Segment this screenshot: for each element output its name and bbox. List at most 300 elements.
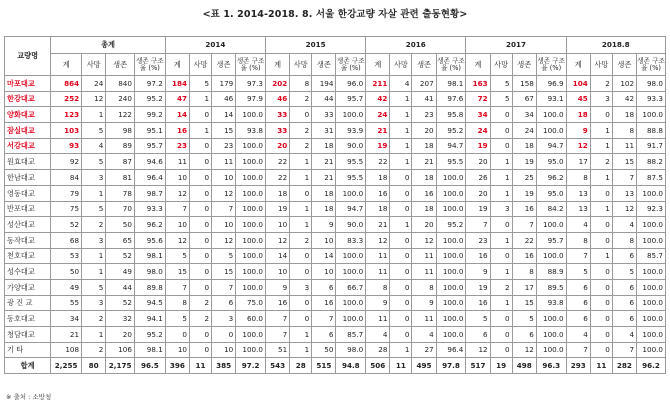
table-cell: 23 xyxy=(412,107,436,123)
bridge-name: 성수대교 xyxy=(5,264,51,280)
table-cell: 6 xyxy=(612,295,636,311)
table-cell: 12 xyxy=(366,232,390,248)
table-cell: 12 xyxy=(212,232,236,248)
table-cell: 78 xyxy=(106,185,135,201)
table-cell: 0 xyxy=(590,311,612,327)
table-cell: 23 xyxy=(165,138,189,154)
table-cell: 52 xyxy=(106,295,135,311)
table-cell: 98.7 xyxy=(134,185,165,201)
table-cell: 6 xyxy=(312,279,336,295)
table-cell: 100.0 xyxy=(336,107,366,123)
table-cell: 3 xyxy=(82,170,106,186)
table-cell: 194 xyxy=(312,76,336,92)
table-cell: 96.2 xyxy=(536,170,566,186)
table-cell: 11 xyxy=(412,248,436,264)
table-cell: 1 xyxy=(590,201,612,217)
table-cell: 1 xyxy=(290,154,312,170)
bridge-name: 양화대교 xyxy=(5,107,51,123)
table-cell: 95.0 xyxy=(536,154,566,170)
table-cell: 18 xyxy=(312,201,336,217)
sub-header: 생존 구조율 (%) xyxy=(336,54,366,76)
table-cell: 12 xyxy=(566,138,590,154)
table-cell: 33 xyxy=(265,123,289,139)
table-cell: 9 xyxy=(366,295,390,311)
sub-header: 사망 xyxy=(490,54,512,76)
table-row xyxy=(5,327,666,343)
table-cell: 282 xyxy=(612,358,636,374)
table-cell: 103 xyxy=(51,123,82,139)
bridge-name: 동작대교 xyxy=(5,232,51,248)
table-cell: 94.7 xyxy=(336,201,366,217)
table-cell: 0 xyxy=(390,201,412,217)
table-cell: 5 xyxy=(165,311,189,327)
table-cell: 7 xyxy=(212,279,236,295)
sub-header: 사망 xyxy=(390,54,412,76)
table-cell: 7 xyxy=(165,201,189,217)
table-cell: 90.0 xyxy=(336,138,366,154)
table-cell: 20 xyxy=(466,185,490,201)
table-cell: 6 xyxy=(612,311,636,327)
table-cell: 9 xyxy=(312,217,336,233)
table-cell: 96.2 xyxy=(637,358,666,374)
group-header-0: 총계 xyxy=(51,37,166,54)
table-cell: 67 xyxy=(512,91,536,107)
table-cell: 46 xyxy=(265,91,289,107)
table-cell: 1 xyxy=(82,327,106,343)
sub-header: 생존 구조율 (%) xyxy=(236,54,266,76)
table-cell: 93.8 xyxy=(536,295,566,311)
table-row xyxy=(5,279,666,295)
group-header-1: 2014 xyxy=(165,37,265,54)
table-cell: 5 xyxy=(212,248,236,264)
table-cell: 53 xyxy=(51,248,82,264)
table-cell: 97.2 xyxy=(236,358,266,374)
group-header-4: 2017 xyxy=(466,37,566,54)
table-cell: 47 xyxy=(165,91,189,107)
table-cell: 100.0 xyxy=(637,264,666,280)
table-cell: 8 xyxy=(512,264,536,280)
table-cell: 96.4 xyxy=(436,342,466,358)
table-cell: 34 xyxy=(51,311,82,327)
table-cell: 89.5 xyxy=(536,279,566,295)
table-cell: 13 xyxy=(566,185,590,201)
table-cell: 1 xyxy=(590,138,612,154)
table-cell: 100.0 xyxy=(637,185,666,201)
bridge-name: 성산대교 xyxy=(5,217,51,233)
table-row xyxy=(5,76,666,92)
table-cell: 65 xyxy=(106,232,135,248)
header-row-sub xyxy=(5,54,666,76)
table-cell: 1 xyxy=(390,107,412,123)
table-cell: 94.7 xyxy=(436,138,466,154)
sub-header: 계 xyxy=(165,54,189,76)
table-cell: 49 xyxy=(106,264,135,280)
table-cell: 2 xyxy=(490,279,512,295)
table-row xyxy=(5,217,666,233)
sub-header: 생존 xyxy=(106,54,135,76)
group-header-2: 2015 xyxy=(265,37,365,54)
bridge-name: 동호대교 xyxy=(5,311,51,327)
table-cell: 90.0 xyxy=(336,217,366,233)
sub-header: 생존 xyxy=(312,54,336,76)
table-cell: 84 xyxy=(51,170,82,186)
table-cell: 1 xyxy=(590,248,612,264)
table-cell: 12 xyxy=(512,342,536,358)
table-cell: 1 xyxy=(390,342,412,358)
table-cell: 16 xyxy=(312,295,336,311)
table-cell: 34 xyxy=(512,107,536,123)
table-cell: 0 xyxy=(190,342,212,358)
table-cell: 44 xyxy=(312,91,336,107)
source-note: ※ 출처 : 소방청 xyxy=(6,393,52,401)
table-cell: 9 xyxy=(412,295,436,311)
table-cell: 21 xyxy=(51,327,82,343)
table-cell: 49 xyxy=(51,279,82,295)
table-cell: 11 xyxy=(390,358,412,374)
table-cell: 100.0 xyxy=(236,342,266,358)
table-cell: 0 xyxy=(165,327,189,343)
table-cell: 50 xyxy=(106,217,135,233)
table-cell: 8 xyxy=(612,123,636,139)
table-cell: 0 xyxy=(190,264,212,280)
table-cell: 91.7 xyxy=(637,138,666,154)
table-cell: 11 xyxy=(212,154,236,170)
table-cell: 4 xyxy=(566,327,590,343)
table-cell: 95.8 xyxy=(436,107,466,123)
table-cell: 15 xyxy=(612,154,636,170)
table-cell: 0 xyxy=(190,232,212,248)
table-cell: 97.9 xyxy=(236,91,266,107)
table-cell: 93 xyxy=(51,138,82,154)
table-cell: 1 xyxy=(82,185,106,201)
table-cell: 52 xyxy=(106,248,135,264)
table-cell: 6 xyxy=(612,279,636,295)
table-cell: 2,175 xyxy=(106,358,135,374)
table-cell: 20 xyxy=(265,138,289,154)
sub-header: 생존 xyxy=(412,54,436,76)
table-cell: 15 xyxy=(212,264,236,280)
table-cell: 96.3 xyxy=(536,358,566,374)
table-cell: 2 xyxy=(190,311,212,327)
table-cell: 11 xyxy=(190,358,212,374)
table-cell: 42 xyxy=(366,91,390,107)
table-cell: 3 xyxy=(82,232,106,248)
table-cell: 93.3 xyxy=(134,201,165,217)
table-cell: 1 xyxy=(590,170,612,186)
table-cell: 95.5 xyxy=(336,170,366,186)
table-cell: 498 xyxy=(512,358,536,374)
table-cell: 26 xyxy=(466,170,490,186)
table-cell: 85.7 xyxy=(637,248,666,264)
table-cell: 0 xyxy=(490,311,512,327)
table-cell: 6 xyxy=(466,327,490,343)
table-cell: 0 xyxy=(390,264,412,280)
table-cell: 7 xyxy=(165,279,189,295)
table-cell: 0 xyxy=(590,107,612,123)
table-cell: 3 xyxy=(490,201,512,217)
table-cell: 19 xyxy=(490,358,512,374)
table-cell: 100.0 xyxy=(236,201,266,217)
table-cell: 16 xyxy=(265,295,289,311)
table-cell: 211 xyxy=(366,76,390,92)
table-cell: 5 xyxy=(165,248,189,264)
table-cell: 45 xyxy=(566,91,590,107)
table-cell: 2 xyxy=(82,342,106,358)
table-cell: 81 xyxy=(106,170,135,186)
table-cell: 28 xyxy=(290,358,312,374)
sub-header: 계 xyxy=(466,54,490,76)
table-cell: 94.8 xyxy=(336,358,366,374)
table-cell: 95.7 xyxy=(134,138,165,154)
table-cell: 0 xyxy=(590,327,612,343)
table-cell: 100.0 xyxy=(637,295,666,311)
table-cell: 1 xyxy=(590,123,612,139)
table-cell: 5 xyxy=(466,311,490,327)
table-cell: 23 xyxy=(466,232,490,248)
table-cell: 19 xyxy=(466,279,490,295)
table-cell: 12 xyxy=(82,91,106,107)
table-cell: 8 xyxy=(612,232,636,248)
table-cell: 94.7 xyxy=(536,138,566,154)
bridge-name: 잠실대교 xyxy=(5,123,51,139)
table-cell: 840 xyxy=(106,76,135,92)
table-cell: 100.0 xyxy=(336,248,366,264)
table-cell: 0 xyxy=(590,217,612,233)
table-cell: 18 xyxy=(312,138,336,154)
table-cell: 100.0 xyxy=(236,138,266,154)
table-cell: 100.0 xyxy=(536,327,566,343)
table-cell: 100.0 xyxy=(436,279,466,295)
table-cell: 0 xyxy=(590,295,612,311)
table-cell: 0 xyxy=(390,232,412,248)
table-cell: 84.2 xyxy=(536,201,566,217)
table-cell: 0 xyxy=(390,248,412,264)
table-cell: 108 xyxy=(51,342,82,358)
table-cell: 5 xyxy=(82,279,106,295)
table-cell: 1 xyxy=(390,154,412,170)
table-cell: 100.0 xyxy=(637,232,666,248)
bridge-name-header: 교량명 xyxy=(5,37,51,76)
table-cell: 100.0 xyxy=(436,295,466,311)
table-cell: 19 xyxy=(265,201,289,217)
bridge-name: 원효대교 xyxy=(5,154,51,170)
table-cell: 95.6 xyxy=(134,232,165,248)
table-cell: 293 xyxy=(566,358,590,374)
table-cell: 1 xyxy=(490,295,512,311)
table-cell: 4 xyxy=(390,76,412,92)
table-cell: 1 xyxy=(390,138,412,154)
table-cell: 6 xyxy=(212,295,236,311)
table-cell: 4 xyxy=(366,327,390,343)
table-cell: 51 xyxy=(265,342,289,358)
table-cell: 7 xyxy=(566,248,590,264)
table-cell: 7 xyxy=(212,201,236,217)
table-cell: 19 xyxy=(512,154,536,170)
table-cell: 495 xyxy=(412,358,436,374)
group-header-5: 2018.8 xyxy=(566,37,665,54)
table-cell: 100.0 xyxy=(236,279,266,295)
table-cell: 94.5 xyxy=(134,295,165,311)
table-cell: 22 xyxy=(265,154,289,170)
table-cell: 100.0 xyxy=(436,327,466,343)
table-cell: 28 xyxy=(366,342,390,358)
bridge-name: 청담대교 xyxy=(5,327,51,343)
table-cell: 0 xyxy=(390,311,412,327)
table-cell: 1 xyxy=(82,264,106,280)
table-cell: 0 xyxy=(390,327,412,343)
table-cell: 0 xyxy=(590,342,612,358)
bridge-name: 영동대교 xyxy=(5,185,51,201)
table-cell: 7 xyxy=(612,342,636,358)
table-cell: 100.0 xyxy=(236,264,266,280)
table-cell: 104 xyxy=(566,76,590,92)
table-cell: 0 xyxy=(290,107,312,123)
table-cell: 1 xyxy=(290,217,312,233)
header-row-groups xyxy=(5,37,666,54)
table-cell: 1 xyxy=(190,91,212,107)
table-cell: 97.8 xyxy=(436,358,466,374)
table-cell: 179 xyxy=(212,76,236,92)
table-cell: 2 xyxy=(290,138,312,154)
table-cell: 0 xyxy=(290,311,312,327)
table-cell: 9 xyxy=(265,279,289,295)
table-cell: 1 xyxy=(82,107,106,123)
table-cell: 42 xyxy=(612,91,636,107)
table-cell: 158 xyxy=(512,76,536,92)
table-cell: 0 xyxy=(490,342,512,358)
table-cell: 6 xyxy=(312,327,336,343)
table-cell: 0 xyxy=(390,279,412,295)
table-cell: 18 xyxy=(366,201,390,217)
table-row xyxy=(5,123,666,139)
table-cell: 6 xyxy=(612,248,636,264)
table-cell: 7 xyxy=(265,311,289,327)
table-cell: 100.0 xyxy=(436,264,466,280)
table-cell: 100.0 xyxy=(236,170,266,186)
table-cell: 12 xyxy=(265,232,289,248)
table-cell: 0 xyxy=(190,327,212,343)
table-cell: 98.0 xyxy=(637,76,666,92)
table-cell: 20 xyxy=(412,123,436,139)
table-cell: 79 xyxy=(51,185,82,201)
table-cell: 72 xyxy=(466,91,490,107)
bridge-name: 광 진 교 xyxy=(5,295,51,311)
table-cell: 202 xyxy=(265,76,289,92)
bridge-name: 가양대교 xyxy=(5,279,51,295)
table-cell: 122 xyxy=(106,107,135,123)
table-cell: 96.0 xyxy=(336,76,366,92)
table-cell: 100.0 xyxy=(236,217,266,233)
total-row xyxy=(5,358,666,374)
table-cell: 95.2 xyxy=(436,123,466,139)
table-cell: 32 xyxy=(106,311,135,327)
table-cell: 12 xyxy=(165,185,189,201)
table-cell: 19 xyxy=(466,138,490,154)
table-cell: 2,255 xyxy=(51,358,82,374)
table-cell: 9 xyxy=(566,123,590,139)
bridge-name: 반포대교 xyxy=(5,201,51,217)
table-cell: 17 xyxy=(566,154,590,170)
sub-header: 계 xyxy=(566,54,590,76)
table-cell: 16 xyxy=(165,123,189,139)
bridge-name: 마포대교 xyxy=(5,76,51,92)
table-cell: 5 xyxy=(82,123,106,139)
table-cell: 93.1 xyxy=(536,91,566,107)
table-cell: 19 xyxy=(466,201,490,217)
table-cell: 10 xyxy=(212,217,236,233)
table-cell: 19 xyxy=(366,138,390,154)
table-cell: 44 xyxy=(106,279,135,295)
table-cell: 1 xyxy=(82,248,106,264)
table-cell: 100.0 xyxy=(536,342,566,358)
table-cell: 11 xyxy=(412,264,436,280)
table-cell: 0 xyxy=(590,279,612,295)
table-cell: 100.0 xyxy=(336,311,366,327)
table-cell: 94.1 xyxy=(134,311,165,327)
table-cell: 1 xyxy=(290,201,312,217)
table-cell: 100.0 xyxy=(637,311,666,327)
table-cell: 5 xyxy=(82,201,106,217)
table-cell: 50 xyxy=(312,342,336,358)
table-cell: 5 xyxy=(566,264,590,280)
table-cell: 8 xyxy=(366,279,390,295)
table-cell: 7 xyxy=(512,217,536,233)
table-cell: 0 xyxy=(290,185,312,201)
table-cell: 95.2 xyxy=(134,91,165,107)
table-cell: 1 xyxy=(490,264,512,280)
table-cell: 1 xyxy=(490,154,512,170)
table-cell: 163 xyxy=(466,76,490,92)
sub-header: 계 xyxy=(366,54,390,76)
table-cell: 11 xyxy=(612,138,636,154)
table-cell: 21 xyxy=(312,154,336,170)
bridge-name: 서강대교 xyxy=(5,138,51,154)
table-cell: 18 xyxy=(412,170,436,186)
table-cell: 2 xyxy=(590,154,612,170)
table-cell: 12 xyxy=(412,232,436,248)
table-cell: 95.2 xyxy=(436,217,466,233)
table-cell: 5 xyxy=(190,76,212,92)
table-cell: 98.1 xyxy=(436,76,466,92)
table-cell: 80 xyxy=(82,358,106,374)
table-cell: 11 xyxy=(366,248,390,264)
table-cell: 100.0 xyxy=(436,185,466,201)
table-cell: 1 xyxy=(490,170,512,186)
table-cell: 24 xyxy=(366,107,390,123)
table-cell: 50 xyxy=(51,264,82,280)
sub-header: 계 xyxy=(265,54,289,76)
table-cell: 70 xyxy=(106,201,135,217)
table-cell: 11 xyxy=(366,264,390,280)
table-cell: 100.0 xyxy=(536,248,566,264)
table-cell: 87.5 xyxy=(637,170,666,186)
table-cell: 100.0 xyxy=(436,201,466,217)
table-cell: 100.0 xyxy=(637,342,666,358)
table-cell: 102 xyxy=(612,76,636,92)
table-cell: 6 xyxy=(566,311,590,327)
table-cell: 1 xyxy=(490,232,512,248)
table-cell: 18 xyxy=(412,138,436,154)
table-cell: 0 xyxy=(490,107,512,123)
table-cell: 100.0 xyxy=(536,123,566,139)
table-cell: 93.3 xyxy=(637,91,666,107)
table-cell: 21 xyxy=(412,154,436,170)
table-cell: 85.7 xyxy=(336,327,366,343)
group-header-3: 2016 xyxy=(366,37,466,54)
table-cell: 22 xyxy=(366,154,390,170)
table-cell: 0 xyxy=(190,107,212,123)
table-cell: 98.1 xyxy=(134,248,165,264)
